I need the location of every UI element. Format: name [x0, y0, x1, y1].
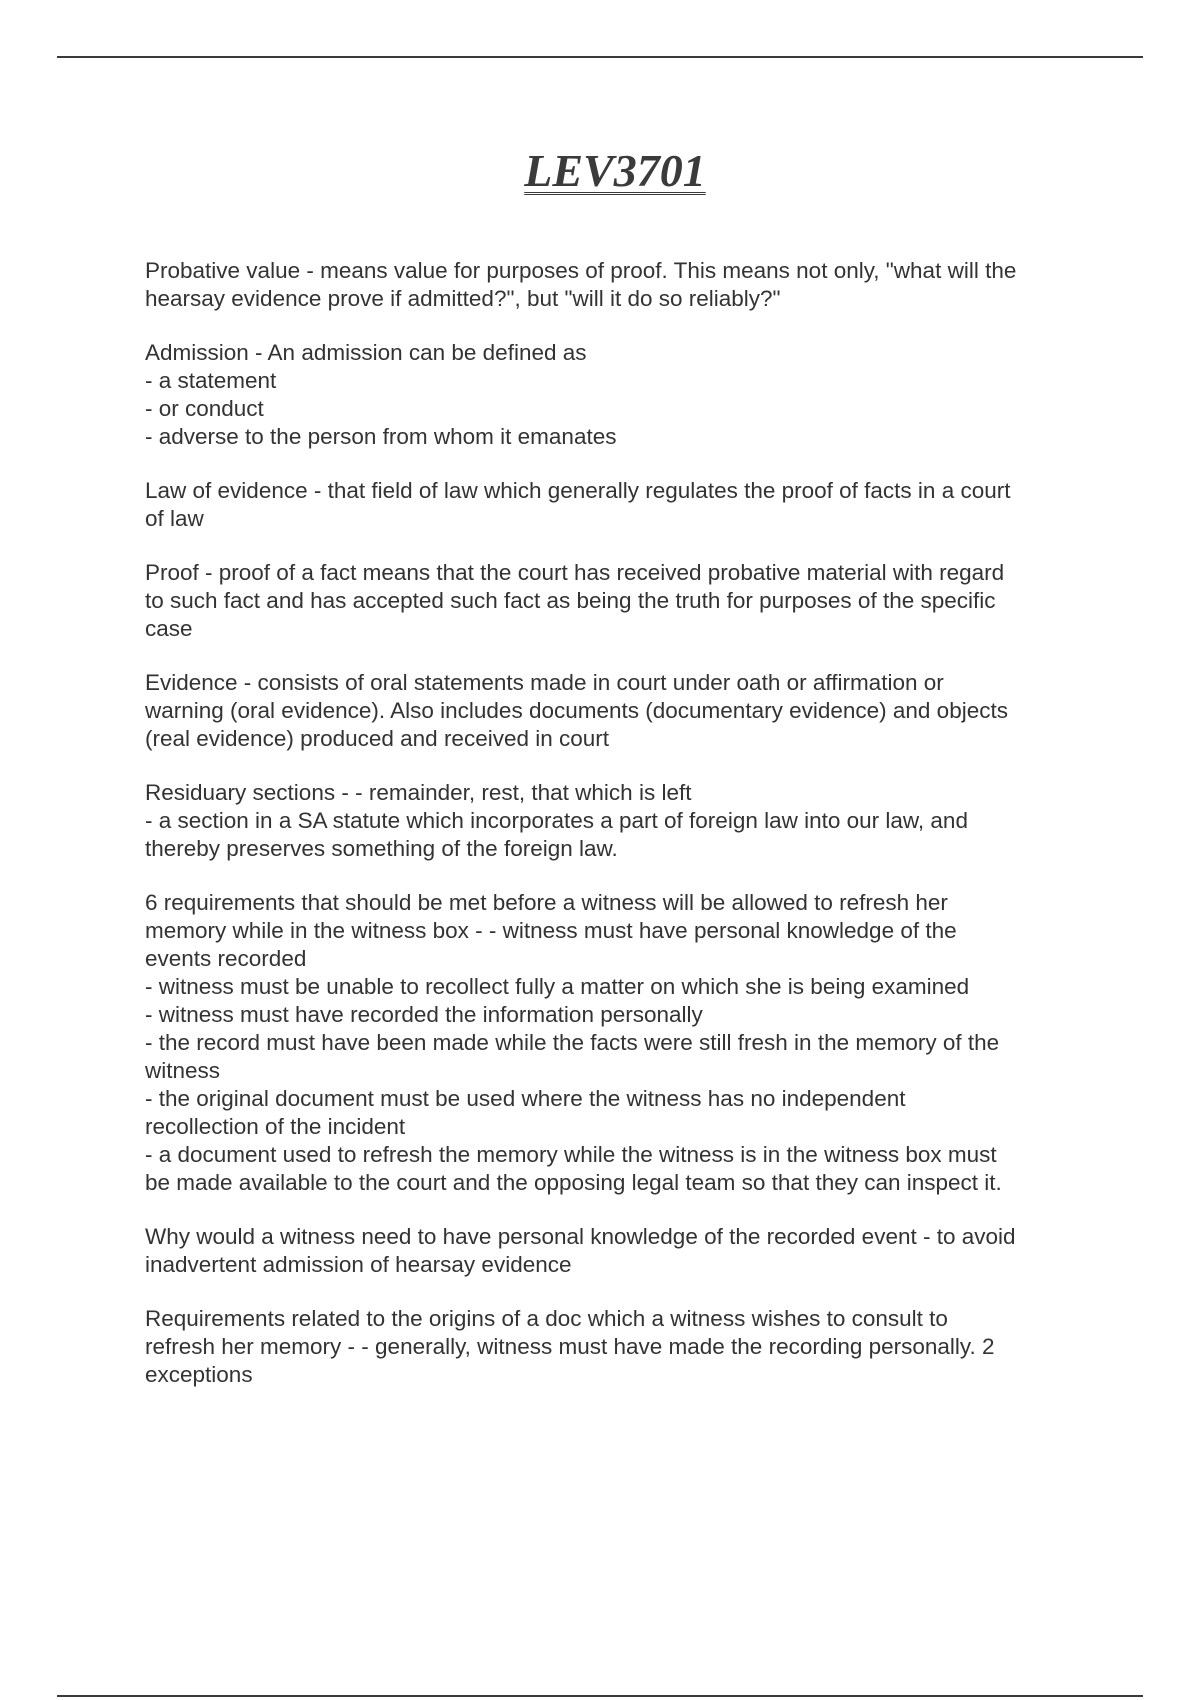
text-line: - witness must be unable to recollect fully a matter on which she is being examined	[145, 974, 970, 999]
text-line: recollection of the incident	[145, 1114, 406, 1139]
text-line: - witness must have recorded the information personally	[145, 1002, 703, 1027]
text-line: - the record must have been made while the facts were still fresh in the memory of the	[145, 1030, 1000, 1055]
paragraph-admission	[145, 339, 1095, 451]
paragraph-residuary-sections	[145, 779, 1095, 863]
text-line: be made available to the court and the opposing legal team so that they can inspect it.	[145, 1170, 1002, 1195]
text-line: - a document used to refresh the memory while the witness is in the witness box must	[145, 1142, 997, 1167]
text-line: Evidence - consists of oral statements made in court under oath or affirmation or	[145, 670, 944, 695]
paragraph-personal-knowledge	[145, 1223, 1095, 1279]
text-line: memory while in the witness box - - witness must have personal knowledge of the	[145, 918, 957, 943]
text-line: hearsay evidence prove if admitted?", but "will it do so reliably?"	[145, 286, 781, 311]
paragraph-origins-requirements	[145, 1305, 1095, 1389]
text-line: inadvertent admission of hearsay evidence	[145, 1252, 572, 1277]
text-line: case	[145, 616, 193, 641]
text-line: events recorded	[145, 946, 307, 971]
paragraph-law-of-evidence	[145, 477, 1095, 533]
text-line: Why would a witness need to have personal knowledge of the recorded event - to avoid	[145, 1224, 1016, 1249]
text-line: refresh her memory - - generally, witness must have made the recording personally. 2	[145, 1334, 995, 1359]
text-line: Admission - An admission can be defined as	[145, 340, 587, 365]
text-line: exceptions	[145, 1362, 253, 1387]
text-line: Residuary sections - - remainder, rest, that which is left	[145, 780, 692, 805]
page-title: LEV3701	[524, 145, 706, 196]
paragraph-probative-value	[145, 257, 1095, 313]
text-line: Law of evidence - that field of law which generally regulates the proof of facts in a court	[145, 478, 1011, 503]
text-line: Proof - proof of a fact means that the court has received probative material with regard	[145, 560, 1005, 585]
text-line: Probative value - means value for purposes of proof. This means not only, "what will the	[145, 258, 1017, 283]
text-line: (real evidence) produced and received in court	[145, 726, 610, 751]
text-line: - a statement	[145, 368, 277, 393]
text-line: witness	[145, 1058, 221, 1083]
paragraph-evidence	[145, 669, 1095, 753]
text-line: - the original document must be used where the witness has no independent	[145, 1086, 906, 1111]
text-line: warning (oral evidence). Also includes documents (documentary evidence) and objects	[145, 698, 1008, 723]
top-rule	[57, 56, 1143, 58]
text-line: to such fact and has accepted such fact as being the truth for purposes of the specific	[145, 588, 996, 613]
bottom-rule	[57, 1695, 1143, 1697]
text-line: - or conduct	[145, 396, 264, 421]
text-line: Requirements related to the origins of a doc which a witness wishes to consult to	[145, 1306, 948, 1331]
document-body	[145, 257, 1095, 1415]
text-line: of law	[145, 506, 204, 531]
text-line: - adverse to the person from whom it emanates	[145, 424, 617, 449]
paragraph-proof	[145, 559, 1095, 643]
paragraph-six-requirements	[145, 889, 1095, 1197]
text-line: 6 requirements that should be met before a witness will be allowed to refresh her	[145, 890, 948, 915]
text-line: - a section in a SA statute which incorporates a part of foreign law into our law, and	[145, 808, 968, 833]
text-line: thereby preserves something of the foreign law.	[145, 836, 618, 861]
